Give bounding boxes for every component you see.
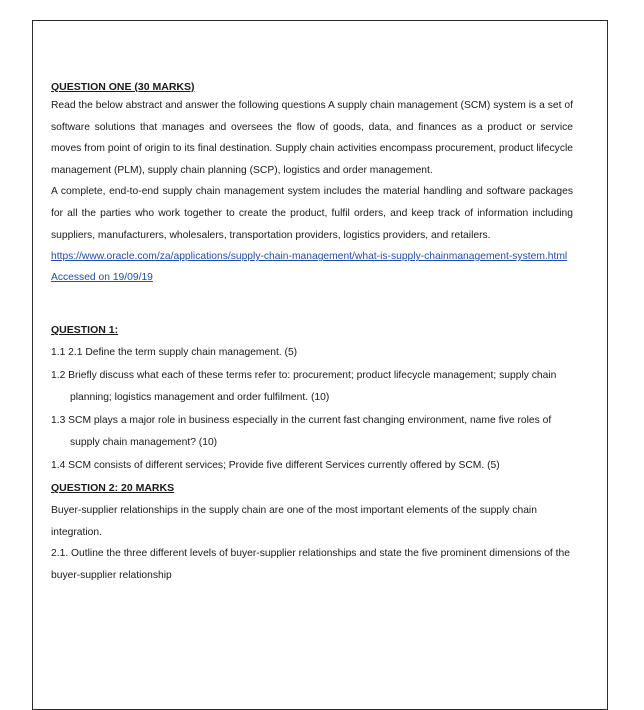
question-2-intro: Buyer-supplier relationships in the supply chain are one of the most important elements of the supply chain integration. xyxy=(51,505,537,538)
question-one-heading: QUESTION ONE (30 MARKS) xyxy=(51,81,195,93)
question-item-1-4: 1.4 SCM consists of different services; Provide five different Services currently offered by SCM. (5) xyxy=(51,459,500,471)
question-item-1-1: 1.1 2.1 Define the term supply chain management. (5) xyxy=(51,347,298,359)
question-1-heading: QUESTION 1: xyxy=(51,324,119,337)
question-item-2-1: 2.1. Outline the three different levels of buyer-supplier relationships and state the five prominent dimensions of the buyer-supplier relationship xyxy=(51,548,570,581)
reference-link[interactable]: https://www.oracle.com/za/applications/supply-chain-management/what-is-supply-chainmanagement-system.html Accessed on 19/09/19 xyxy=(51,251,568,284)
question-2-heading: QUESTION 2: 20 MARKS xyxy=(51,482,175,495)
abstract-paragraph-2: A complete, end-to-end supply chain management system includes the material handling and software packages for all the parties who work together to create the product, fulfil orders, and keep track of information including suppliers, manufacturers, wholesalers, transportation providers, logistics providers, and retailers. xyxy=(51,186,573,241)
question-item-1-3: 1.3 SCM plays a major role in business especially in the current fast changing environment, name five roles of supply chain management? (10) xyxy=(51,414,552,449)
document-content xyxy=(51,80,573,587)
question-item-1-2: 1.2 Briefly discuss what each of these terms refer to: procurement; product lifecycle management; supply chain planning; logistics management and order fulfilment. (10) xyxy=(51,369,557,404)
abstract-paragraph-1: Read the below abstract and answer the following questions A supply chain management (SCM) system is a set of software solutions that manages and oversees the flow of goods, data, and finances as a product or service moves from point of origin to its final destination. Supply chain activities encompass procurement, product lifecycle management (PLM), supply chain planning (SCP), logistics and order management. xyxy=(51,100,573,176)
